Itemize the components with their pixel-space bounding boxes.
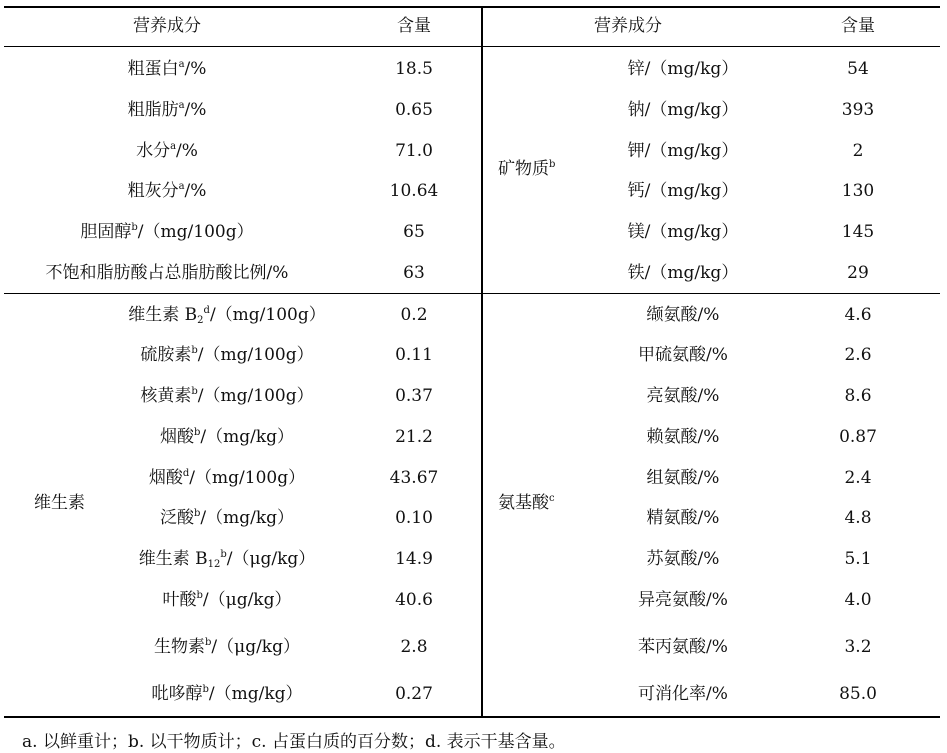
- amino-acid-name: 甲硫氨酸/%: [638, 345, 728, 365]
- mineral-value: 145: [841, 222, 875, 242]
- vitamin-name: 核黄素$^b$/（mg/100g）: [140, 386, 314, 406]
- group-label-vitamins: 维生素: [34, 493, 85, 513]
- nutrient-value: 65: [403, 222, 425, 242]
- vitamin-name: 生物素$^b$/（μg/kg）: [154, 637, 300, 657]
- mineral-name: 钙/（mg/kg）: [627, 181, 739, 201]
- nutrient-name: 粗蛋白$^a$/%: [127, 59, 207, 79]
- header-rule: [4, 46, 940, 47]
- amino-acid-value: 4.6: [844, 305, 872, 325]
- vitamin-value: 2.8: [400, 637, 428, 657]
- amino-acid-name: 苯丙氨酸/%: [638, 637, 728, 657]
- amino-acid-value: 85.0: [839, 684, 877, 704]
- nutrient-value: 18.5: [395, 59, 433, 79]
- mineral-value: 130: [841, 181, 875, 201]
- vitamin-value: 0.2: [400, 305, 428, 325]
- column-divider: [481, 6, 483, 718]
- mineral-name: 钠/（mg/kg）: [627, 100, 739, 120]
- mineral-name: 镁/（mg/kg）: [627, 222, 739, 242]
- amino-acid-name: 缬氨酸/%: [646, 305, 720, 325]
- nutrient-name: 胆固醇$^b$/（mg/100g）: [80, 222, 254, 242]
- bottom-rule: [4, 716, 940, 718]
- vitamin-name: 吡哆醇$^b$/（mg/kg）: [151, 684, 303, 704]
- mineral-value: 2: [852, 141, 864, 161]
- mineral-value: 29: [847, 263, 869, 283]
- nutrient-value: 0.65: [395, 100, 433, 120]
- vitamin-name: 叶酸$^b$/（μg/kg）: [162, 590, 292, 610]
- mineral-name: 锌/（mg/kg）: [627, 59, 739, 79]
- amino-acid-value: 4.8: [844, 508, 872, 528]
- top-rule: [4, 6, 940, 8]
- amino-acid-name: 亮氨酸/%: [646, 386, 720, 406]
- nutrient-value: 10.64: [389, 181, 439, 201]
- header-left-name: 营养成分: [133, 16, 201, 36]
- vitamin-name: 维生素 $B_{12}^b/(\mu g/kg)$: [138, 549, 316, 570]
- vitamin-value: 21.2: [395, 427, 433, 447]
- vitamin-value: 0.37: [395, 386, 433, 406]
- mineral-value: 393: [841, 100, 875, 120]
- amino-acid-value: 4.0: [844, 590, 872, 610]
- vitamin-value: 14.9: [395, 549, 433, 569]
- amino-acid-name: 苏氨酸/%: [646, 549, 720, 569]
- nutrient-name: 不饱和脂肪酸占总脂肪酸比例/%: [45, 263, 289, 283]
- amino-acid-value: 2.4: [844, 468, 872, 488]
- mineral-value: 54: [847, 59, 869, 79]
- amino-acid-value: 3.2: [844, 637, 872, 657]
- mineral-name: 铁/（mg/kg）: [627, 263, 739, 283]
- header-right-value: 含量: [841, 16, 875, 36]
- nutrient-value: 63: [403, 263, 425, 283]
- amino-acid-value: 5.1: [844, 549, 872, 569]
- amino-acid-name: 组氨酸/%: [646, 468, 720, 488]
- vitamin-value: 40.6: [395, 590, 433, 610]
- vitamin-name: 泛酸$^b$/（mg/kg）: [159, 508, 295, 528]
- vitamin-name: 硫胺素$^b$/（mg/100g）: [140, 345, 314, 365]
- vitamin-value: 0.11: [395, 345, 433, 365]
- vitamin-value: 0.27: [395, 684, 433, 704]
- amino-acid-name: 可消化率/%: [638, 684, 728, 704]
- group-label-amino-acids: 氨基酸$^c$: [498, 493, 555, 513]
- table-footnote: a. 以鲜重计；b. 以干物质计；c. 占蛋白质的百分数；d. 表示干基含量。: [22, 732, 566, 752]
- header-left-value: 含量: [397, 16, 431, 36]
- header-right-name: 营养成分: [594, 16, 662, 36]
- nutrient-value: 71.0: [395, 141, 433, 161]
- amino-acid-value: 8.6: [844, 386, 872, 406]
- amino-acid-value: 2.6: [844, 345, 872, 365]
- vitamin-value: 0.10: [395, 508, 433, 528]
- vitamin-value: 43.67: [389, 468, 439, 488]
- nutrient-name: 水分$^a$/%: [136, 141, 198, 161]
- mineral-name: 钾/（mg/kg）: [627, 141, 739, 161]
- amino-acid-name: 精氨酸/%: [646, 508, 720, 528]
- vitamin-name: 维生素 $B_2^d/(mg/100g)$: [128, 305, 326, 326]
- vitamin-name: 烟酸$^b$/（mg/kg）: [159, 427, 295, 447]
- section-rule: [4, 293, 940, 294]
- amino-acid-name: 赖氨酸/%: [646, 427, 720, 447]
- nutrient-name: 粗脂肪$^a$/%: [127, 100, 207, 120]
- group-label-minerals: 矿物质$^b$: [498, 159, 556, 179]
- amino-acid-name: 异亮氨酸/%: [638, 590, 728, 610]
- nutrient-name: 粗灰分$^a$/%: [127, 181, 207, 201]
- vitamin-name: 烟酸$^d$/（mg/100g）: [148, 468, 306, 488]
- amino-acid-value: 0.87: [839, 427, 877, 447]
